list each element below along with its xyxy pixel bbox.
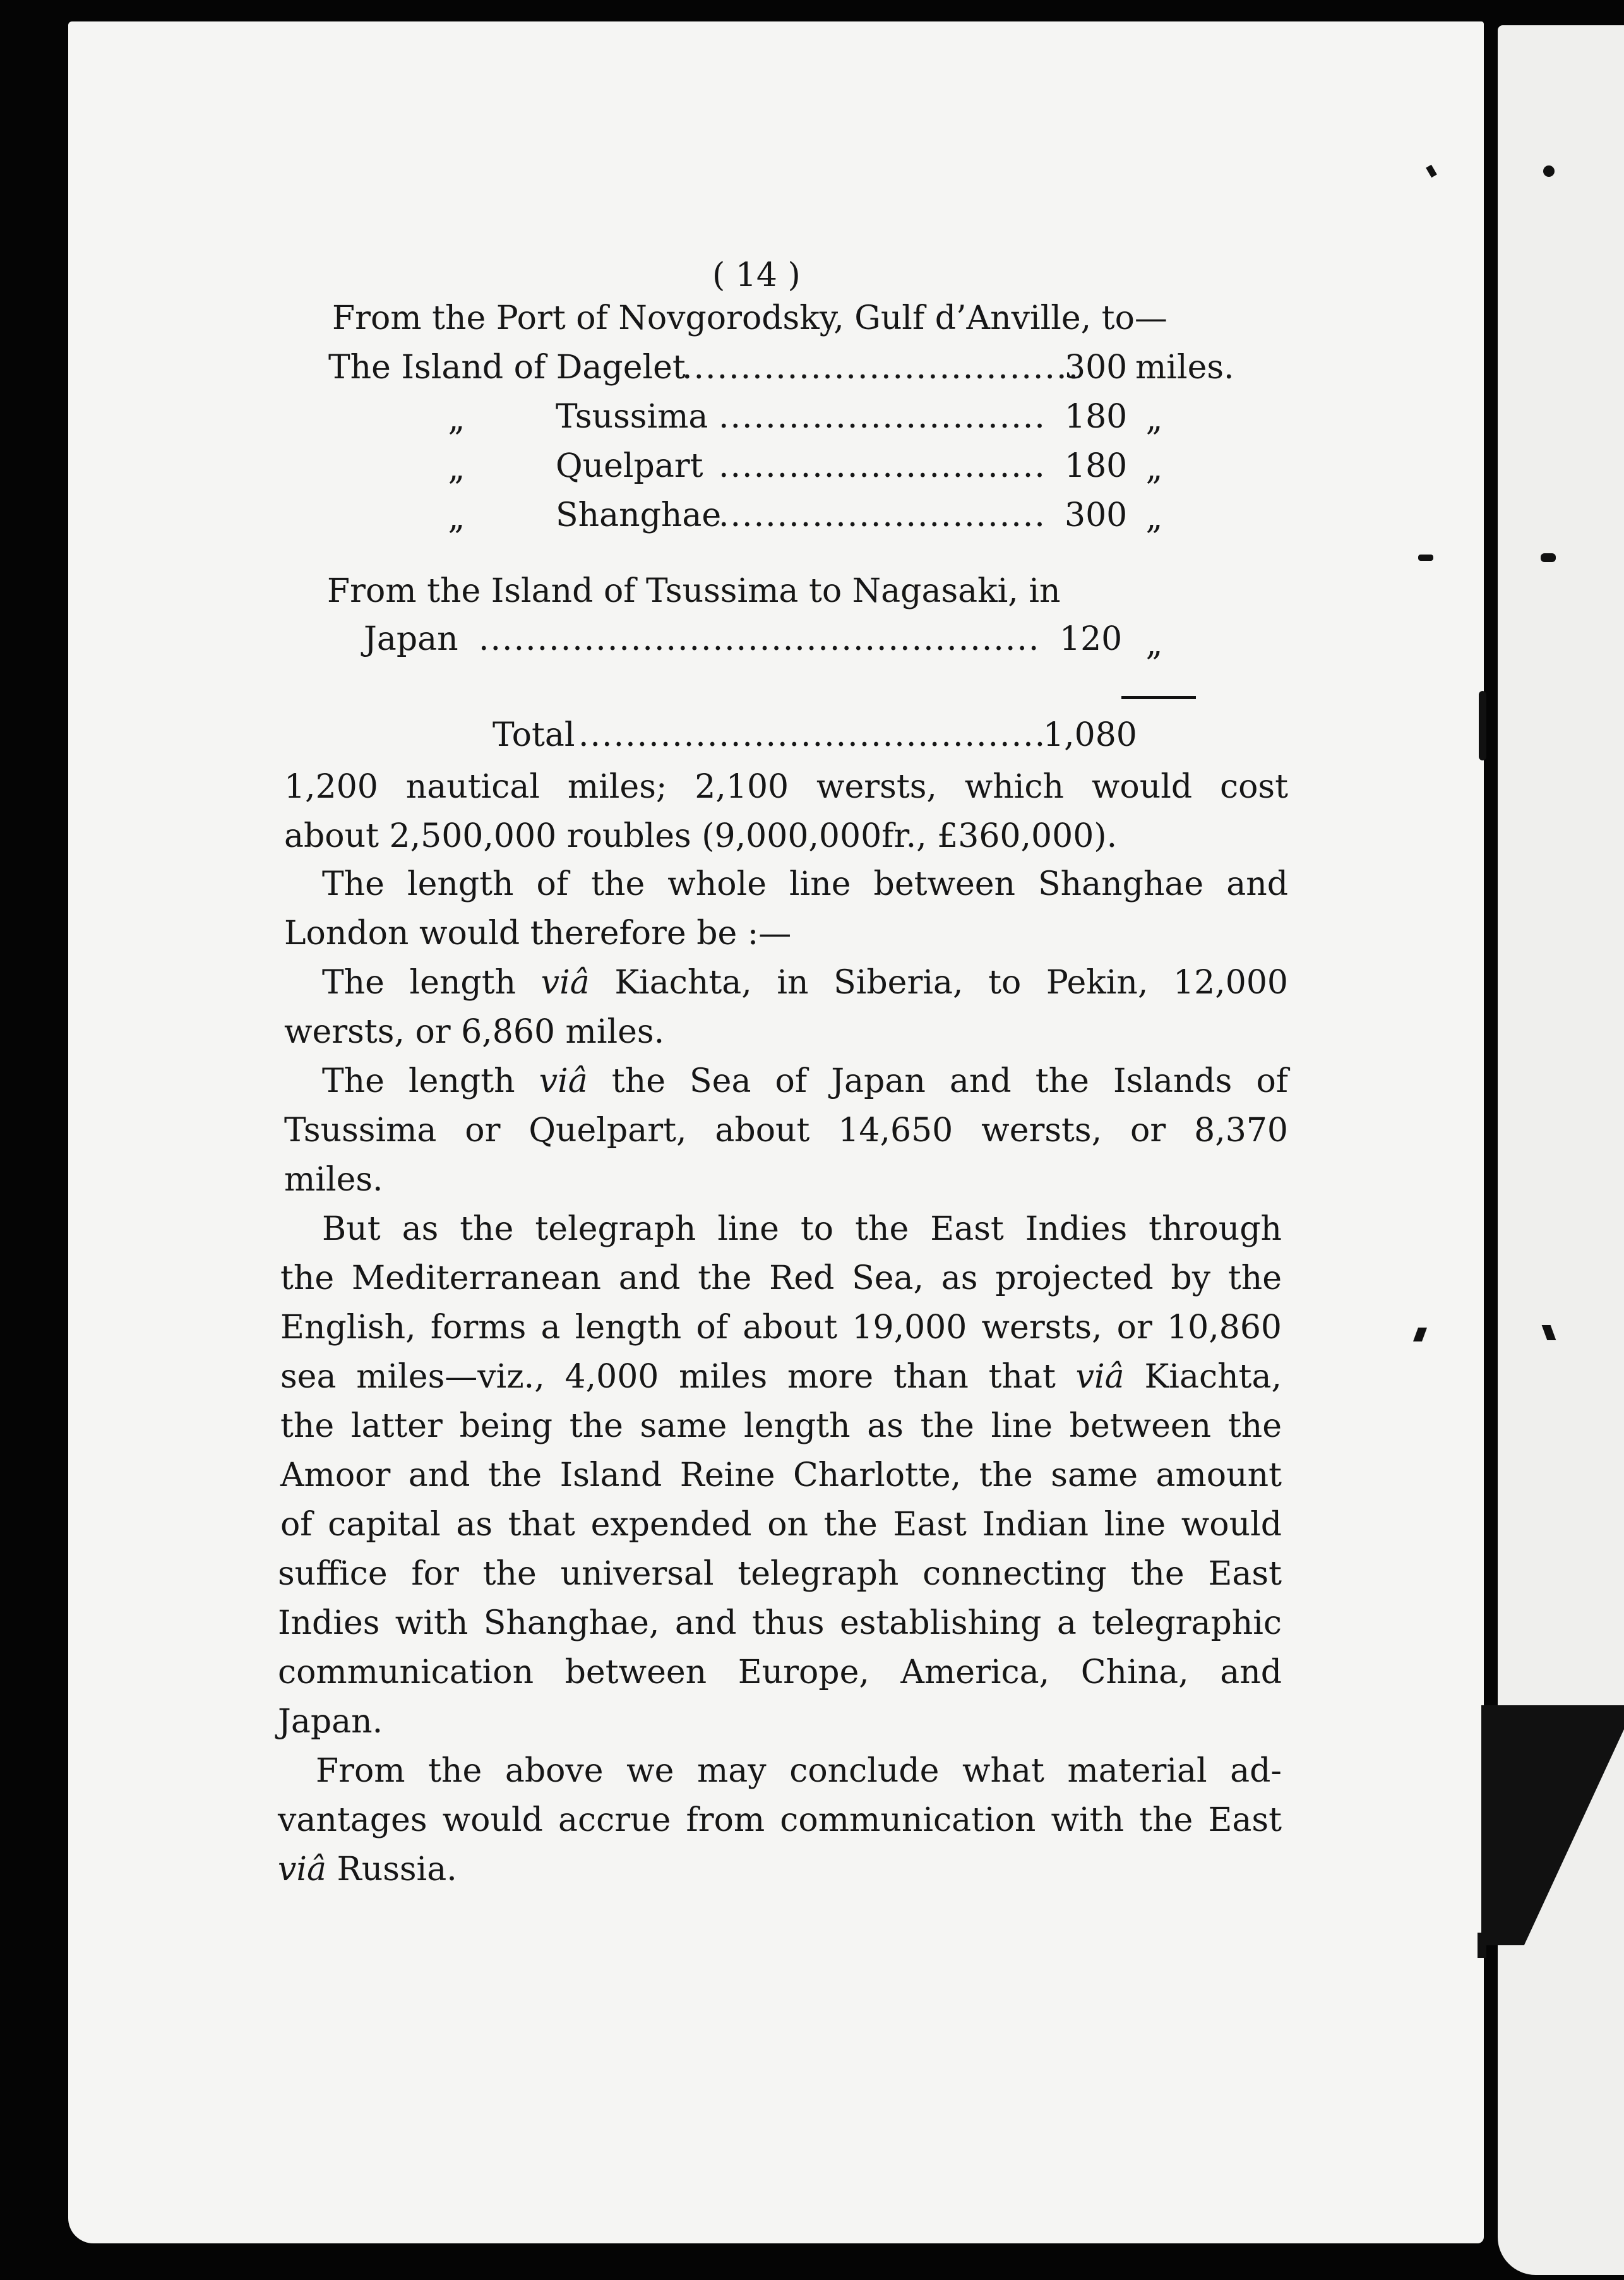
gutter-shadow bbox=[1479, 691, 1486, 760]
p5-line4 bbox=[280, 1358, 1282, 1396]
row-shanghae-dots: ............................ bbox=[719, 496, 1046, 534]
p3-line2: wersts, or 6,860 miles. bbox=[284, 1013, 665, 1051]
p1-line2: about 2,500,000 roubles (9,000,000fr., £360,000). bbox=[284, 817, 1118, 855]
total-rule bbox=[1121, 696, 1196, 699]
nagasaki-unit: „ bbox=[1145, 625, 1163, 663]
p5-line10: communication between Europe, America, China, and bbox=[278, 1653, 1282, 1691]
nagasaki-value: 120 bbox=[1060, 620, 1123, 658]
p6-via: viâ bbox=[278, 1851, 327, 1888]
p4-text-b: the Sea of Japan and the Islands of bbox=[587, 1062, 1288, 1100]
distance-heading: From the Port of Novgorodsky, Gulf d’Anville, to— bbox=[332, 299, 1167, 337]
page-number: ( 14 ) bbox=[712, 256, 801, 294]
row-quelpart-unit: „ bbox=[1145, 450, 1163, 488]
p4-line3: miles. bbox=[284, 1161, 383, 1199]
p5-text-b: Kiachta, bbox=[1124, 1358, 1282, 1396]
ink-speck bbox=[1478, 1933, 1486, 1958]
p3-via: viâ bbox=[540, 964, 590, 1002]
row-tsussima-ditto: „ bbox=[448, 400, 465, 438]
p2-line2: London would therefore be :— bbox=[284, 915, 792, 952]
nagasaki-line: From the Island of Tsussima to Nagasaki, in bbox=[327, 572, 1061, 610]
p3-text-a: The length bbox=[322, 964, 541, 1002]
nagasaki-label: Japan bbox=[364, 620, 458, 658]
ink-speck bbox=[1418, 555, 1433, 561]
row-dagelet-dots: .................................. bbox=[682, 349, 1080, 387]
p5-text-a: sea miles—viz., 4,000 miles more than that bbox=[280, 1358, 1076, 1396]
p5-via: viâ bbox=[1075, 1358, 1125, 1396]
book-page bbox=[68, 21, 1484, 2243]
total-value: 1,080 bbox=[1043, 716, 1137, 754]
p3-line1 bbox=[322, 964, 1288, 1002]
p5-line7: of capital as that expended on the East Indian line would bbox=[280, 1506, 1282, 1544]
p3-text-b: Kiachta, in Siberia, to Pekin, 12,000 bbox=[589, 964, 1288, 1002]
ink-speck bbox=[1541, 553, 1556, 562]
p5-line5: the latter being the same length as the line between the bbox=[280, 1407, 1282, 1445]
p5-line3: English, forms a length of about 19,000 wersts, or 10,860 bbox=[280, 1309, 1282, 1347]
total-label: Total bbox=[493, 716, 575, 754]
row-tsussima-value: 180 bbox=[1065, 398, 1128, 436]
p5-line6: Amoor and the Island Reine Charlotte, the same amount bbox=[280, 1456, 1282, 1494]
p4-line1 bbox=[322, 1062, 1288, 1100]
row-dagelet-unit: miles. bbox=[1135, 349, 1234, 387]
row-shanghae-value: 300 bbox=[1065, 496, 1128, 534]
row-shanghae-unit: „ bbox=[1145, 499, 1163, 537]
p1-line1: 1,200 nautical miles; 2,100 wersts, which would cost bbox=[284, 768, 1288, 806]
p4-line2: Tsussima or Quelpart, about 14,650 wersts, or 8,370 bbox=[284, 1112, 1288, 1149]
p6-line3 bbox=[278, 1851, 457, 1888]
p5-line2: the Mediterranean and the Red Sea, as projected by the bbox=[280, 1259, 1282, 1297]
row-quelpart-value: 180 bbox=[1065, 447, 1128, 485]
row-quelpart-dots: ............................ bbox=[719, 447, 1046, 485]
p5-line8: suffice for the universal telegraph connecting the East bbox=[278, 1555, 1282, 1593]
p4-via: viâ bbox=[539, 1062, 588, 1100]
ink-speck bbox=[1543, 165, 1555, 177]
p6-text-b: Russia. bbox=[326, 1851, 457, 1888]
row-dagelet-label: The Island of Dagelet bbox=[328, 349, 686, 387]
row-tsussima-label: Tsussima bbox=[556, 398, 708, 436]
p5-line9: Indies with Shanghae, and thus establishing a telegraphic bbox=[278, 1604, 1282, 1642]
row-quelpart-ditto: „ bbox=[448, 450, 465, 488]
p5-line11: Japan. bbox=[278, 1703, 383, 1741]
row-tsussima-dots: ............................ bbox=[719, 398, 1046, 436]
p4-text-a: The length bbox=[322, 1062, 539, 1100]
p6-line2: vantages would accrue from communication with the East bbox=[278, 1801, 1282, 1839]
nagasaki-dots: ................................................ bbox=[479, 620, 1041, 658]
p2-line1: The length of the whole line between Shanghae and bbox=[322, 865, 1288, 903]
p5-line1: But as the telegraph line to the East Indies through bbox=[322, 1210, 1282, 1248]
p6-line1: From the above we may conclude what material ad- bbox=[316, 1752, 1282, 1790]
page-text bbox=[68, 21, 1484, 2243]
total-dots: ........................................ bbox=[578, 716, 1047, 754]
row-quelpart-label: Quelpart bbox=[556, 447, 703, 485]
row-shanghae-ditto: „ bbox=[448, 499, 465, 537]
row-shanghae-label: Shanghae bbox=[556, 496, 722, 534]
row-tsussima-unit: „ bbox=[1145, 400, 1163, 438]
row-dagelet-value: 300 bbox=[1065, 349, 1128, 387]
